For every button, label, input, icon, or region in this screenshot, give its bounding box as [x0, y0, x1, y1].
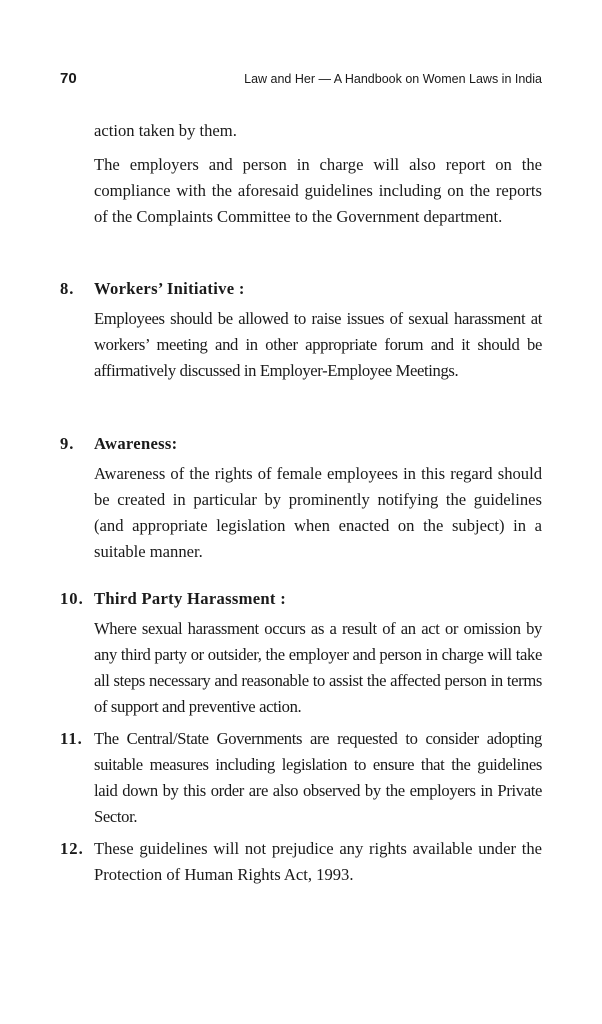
section-title: Third Party Harassment :	[94, 589, 287, 608]
section-10-body: Where sexual harassment occurs as a result of an act or omission by any third party or outsider, the employer and person in charge will take all steps necessary and reasonable to assist the affected person in terms of support and preventive action.	[94, 619, 542, 716]
section-11-body: The Central/State Governments are requested to consider adopting suitable measures including legislation to ensure that the guidelines laid down by this order are also observed by the employers in Private Sector.	[94, 729, 542, 826]
employers-report-paragraph: The employers and person in charge will also report on the compliance with the aforesaid guidelines including on the reports of the Complaints Committee to the Government department.	[94, 155, 542, 226]
section-number: 9.	[60, 434, 75, 453]
section-number: 8.	[60, 279, 75, 298]
section-8-body: Employees should be allowed to raise issues of sexual harassment at workers’ meeting and in other appropriate forum and it should be affirmatively discussed in Employer-Employee Meetings.	[94, 309, 542, 380]
running-title: Law and Her — A Handbook on Women Laws in India	[244, 72, 542, 86]
page-number: 70	[60, 70, 77, 87]
section-title: Workers’ Initiative :	[94, 279, 245, 298]
section-11-number: 11.	[60, 729, 83, 748]
section-title: Awareness:	[94, 434, 178, 453]
continued-paragraph: action taken by them.	[94, 121, 237, 140]
section-12-number: 12.	[60, 839, 84, 858]
section-number: 10.	[60, 589, 84, 608]
section-12-body: These guidelines will not prejudice any rights available under the Protection of Human Rights Act, 1993.	[94, 839, 542, 884]
section-9-body: Awareness of the rights of female employees in this regard should be created in particular by prominently notifying the guidelines (and appropriate legislation when enacted on the subject) in a suitable manner.	[94, 464, 542, 561]
page-header	[60, 70, 542, 92]
